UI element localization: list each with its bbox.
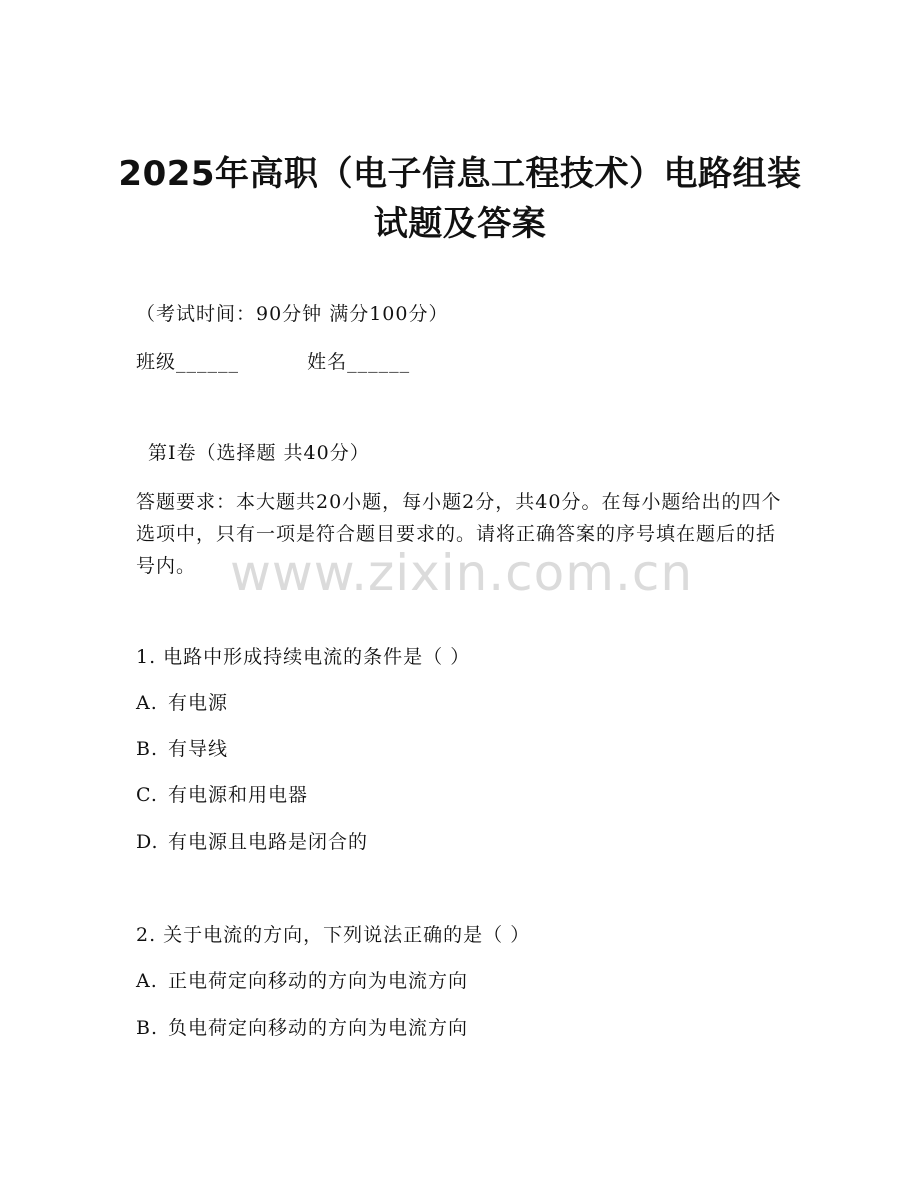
option-letter: A. xyxy=(136,692,158,714)
option-letter: A. xyxy=(136,970,158,992)
exam-info: （考试时间：90分钟 满分100分） xyxy=(136,303,449,325)
document-title-line-1: 2025年高职（电子信息工程技术）电路组装 xyxy=(118,154,802,194)
option-letter: B. xyxy=(136,738,159,760)
question-1-option-c xyxy=(136,783,308,808)
answer-instructions: 答题要求：本大题共20小题，每小题2分，共40分。在每小题给出的四个选项中，只有一项是符合题目要求的。请将正确答案的序号填在题后的括号内。 xyxy=(136,491,782,577)
class-field-label: 班级______ xyxy=(136,351,240,373)
option-text: 有电源且电路是闭合的 xyxy=(168,831,369,853)
name-field-label: 姓名______ xyxy=(307,351,411,373)
question-2-stem: 2. 关于电流的方向，下列说法正确的是（ ） xyxy=(136,924,531,946)
option-letter: D. xyxy=(136,831,159,853)
question-1-option-b xyxy=(136,737,228,762)
section-heading: 第I卷（选择题 共40分） xyxy=(148,442,370,464)
student-fields xyxy=(136,350,410,375)
question-2-option-a xyxy=(136,969,468,994)
option-text: 负电荷定向移动的方向为电流方向 xyxy=(168,1017,469,1039)
option-text: 正电荷定向移动的方向为电流方向 xyxy=(168,970,469,992)
option-text: 有导线 xyxy=(168,738,229,760)
option-letter: B. xyxy=(136,1017,159,1039)
question-1-option-a xyxy=(136,691,228,716)
question-1-stem: 1. 电路中形成持续电流的条件是（ ） xyxy=(136,646,471,668)
question-1-option-d xyxy=(136,830,368,855)
option-letter: C. xyxy=(136,784,158,806)
question-2-option-b xyxy=(136,1016,468,1041)
watermark: www.zixin.com.cn xyxy=(230,544,694,602)
option-text: 有电源和用电器 xyxy=(168,784,309,806)
option-text: 有电源 xyxy=(168,692,229,714)
document-title-line-2: 试题及答案 xyxy=(373,204,547,244)
